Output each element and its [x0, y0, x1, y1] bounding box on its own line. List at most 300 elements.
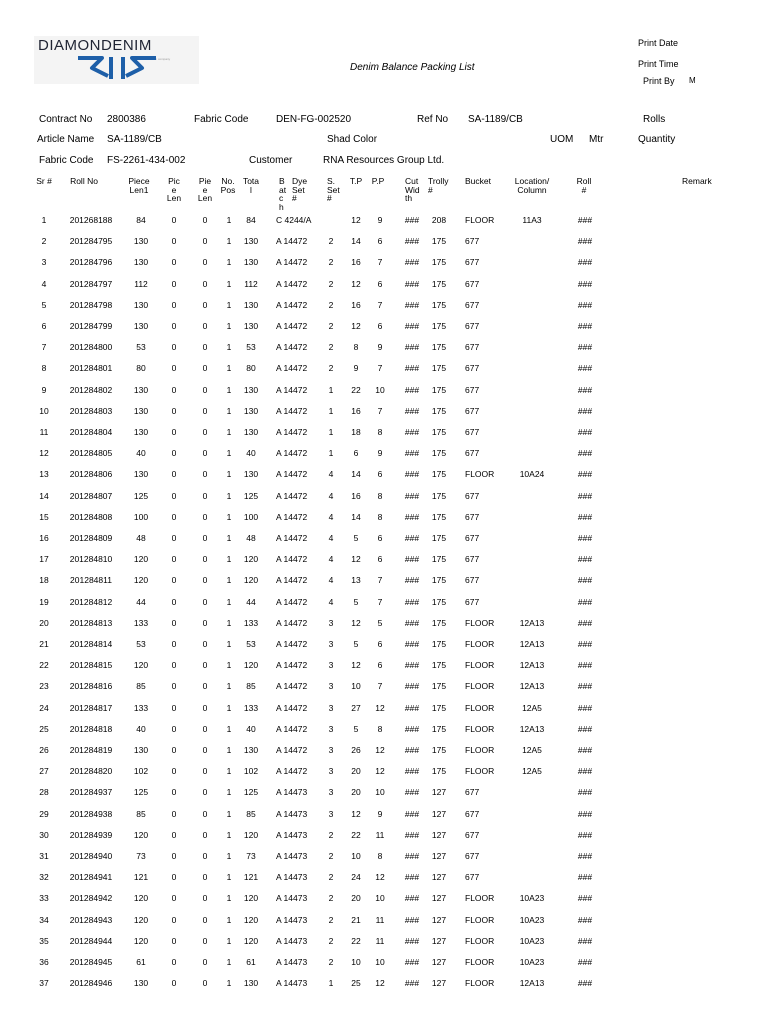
table-cell: ### — [577, 660, 593, 670]
table-cell: 22 — [351, 936, 361, 946]
table-cell: 0 — [171, 618, 177, 628]
table-cell: 201284814 — [69, 639, 113, 649]
table-cell: 1 — [226, 597, 232, 607]
table-cell: ### — [577, 703, 593, 713]
table-cell: 22 — [351, 385, 361, 395]
table-cell: 175 — [431, 618, 447, 628]
table-cell: ### — [404, 512, 420, 522]
table-cell: 12A13 — [519, 660, 545, 670]
table-cell: 0 — [171, 766, 177, 776]
print-by-label: Print By — [643, 76, 675, 86]
table-cell: ### — [577, 597, 593, 607]
table-cell: 0 — [202, 342, 208, 352]
table-cell: 201284809 — [69, 533, 113, 543]
table-cell: FLOOR — [465, 703, 495, 713]
table-cell: 0 — [171, 236, 177, 246]
table-cell: ### — [404, 448, 420, 458]
table-cell: 0 — [202, 893, 208, 903]
table-cell: 12A13 — [519, 639, 545, 649]
table-cell: ### — [577, 978, 593, 988]
table-cell: 12 — [375, 872, 385, 882]
table-cell: A 14473 — [276, 957, 308, 967]
table-cell: 120 — [133, 893, 149, 903]
table-cell: 9 — [377, 448, 383, 458]
rolls-label: Rolls — [643, 114, 666, 125]
table-cell: 201284805 — [69, 448, 113, 458]
table-cell: 2 — [328, 851, 334, 861]
table-cell: FLOOR — [465, 745, 495, 755]
table-cell: 40 — [246, 448, 256, 458]
table-cell: 175 — [431, 512, 447, 522]
table-cell: 677 — [465, 597, 480, 607]
fabric-code-label: Fabric Code — [194, 114, 249, 125]
table-cell: 121 — [133, 872, 149, 882]
table-cell: 10 — [39, 406, 49, 416]
table-cell: 12 — [375, 766, 385, 776]
table-cell: ### — [577, 469, 593, 479]
table-cell: 175 — [431, 300, 447, 310]
table-cell: 127 — [431, 872, 447, 882]
table-cell: ### — [577, 279, 593, 289]
fabric-code2-label: Fabric Code — [39, 155, 94, 166]
table-cell: 4 — [328, 533, 334, 543]
table-cell: ### — [404, 533, 420, 543]
table-cell: ### — [404, 893, 420, 903]
table-cell: 0 — [202, 915, 208, 925]
table-cell: 127 — [431, 893, 447, 903]
table-cell: ### — [577, 787, 593, 797]
table-cell: FLOOR — [465, 978, 495, 988]
table-cell: 175 — [431, 660, 447, 670]
table-cell: 12 — [375, 978, 385, 988]
table-cell: FLOOR — [465, 618, 495, 628]
table-cell: 0 — [202, 554, 208, 564]
table-cell: FLOOR — [465, 660, 495, 670]
table-cell: 0 — [171, 491, 177, 501]
table-cell: ### — [404, 703, 420, 713]
table-cell: 12 — [351, 554, 361, 564]
table-cell: 201284937 — [69, 787, 113, 797]
table-cell: 2 — [328, 342, 334, 352]
table-cell: 201284817 — [69, 703, 113, 713]
table-cell: 1 — [328, 448, 334, 458]
table-cell: ### — [577, 893, 593, 903]
table-cell: 201284815 — [69, 660, 113, 670]
table-cell: ### — [577, 342, 593, 352]
table-cell: 201284944 — [69, 936, 113, 946]
table-cell: 201284801 — [69, 363, 113, 373]
table-cell: 0 — [171, 597, 177, 607]
table-cell: 677 — [465, 279, 480, 289]
table-cell: 130 — [243, 745, 259, 755]
table-cell: 13 — [351, 575, 361, 585]
table-cell: 0 — [171, 363, 177, 373]
table-cell: 120 — [243, 936, 259, 946]
table-cell: 175 — [431, 342, 447, 352]
table-cell: 175 — [431, 681, 447, 691]
table-cell: 84 — [246, 215, 256, 225]
table-cell: 1 — [226, 236, 232, 246]
table-cell: 1 — [226, 279, 232, 289]
table-cell: ### — [577, 745, 593, 755]
customer-label: Customer — [249, 155, 293, 166]
table-cell: 201284803 — [69, 406, 113, 416]
table-cell: 20 — [351, 766, 361, 776]
table-cell: A 14472 — [276, 639, 308, 649]
table-cell: 85 — [136, 681, 146, 691]
table-cell: 102 — [243, 766, 259, 776]
table-cell: 8 — [377, 427, 383, 437]
table-cell: 120 — [133, 936, 149, 946]
table-cell: 4 — [328, 597, 334, 607]
table-cell: 0 — [171, 703, 177, 713]
table-cell: 16 — [351, 300, 361, 310]
table-cell: 201284797 — [69, 279, 113, 289]
table-cell: A 14473 — [276, 978, 308, 988]
table-cell: ### — [577, 554, 593, 564]
table-cell: 2 — [328, 300, 334, 310]
table-cell: 48 — [136, 533, 146, 543]
table-cell: ### — [577, 830, 593, 840]
table-cell: 120 — [243, 554, 259, 564]
table-cell: 12 — [351, 618, 361, 628]
table-cell: 1 — [226, 363, 232, 373]
table-cell: 677 — [465, 512, 480, 522]
table-cell: 16 — [351, 406, 361, 416]
uom-label: UOM — [550, 134, 574, 145]
table-cell: 16 — [351, 491, 361, 501]
table-cell: 48 — [246, 533, 256, 543]
table-cell: A 14472 — [276, 300, 308, 310]
table-cell: 1 — [328, 427, 334, 437]
print-time-label: Print Time — [638, 59, 679, 69]
table-cell: A 14472 — [276, 236, 308, 246]
table-cell: 10A23 — [519, 893, 545, 903]
table-cell: 0 — [171, 385, 177, 395]
table-cell: 1 — [226, 851, 232, 861]
table-cell: 127 — [431, 978, 447, 988]
table-cell: 11 — [39, 427, 49, 437]
table-cell: 12A13 — [519, 618, 545, 628]
column-header: Tota l — [242, 176, 260, 195]
table-cell: 677 — [465, 257, 480, 267]
table-cell: 175 — [431, 575, 447, 585]
table-cell: ### — [404, 321, 420, 331]
table-cell: A 14472 — [276, 618, 308, 628]
table-cell: 201284802 — [69, 385, 113, 395]
column-header: Cut Wid th — [405, 176, 420, 203]
table-cell: 125 — [133, 787, 149, 797]
table-cell: 0 — [171, 321, 177, 331]
logo-tagline: the denim company — [144, 57, 171, 61]
table-cell: ### — [577, 363, 593, 373]
table-cell: 5 — [353, 533, 359, 543]
table-cell: 7 — [377, 300, 383, 310]
table-cell: 1 — [226, 618, 232, 628]
table-cell: 44 — [136, 597, 146, 607]
table-cell: 1 — [226, 703, 232, 713]
table-cell: 0 — [171, 681, 177, 691]
column-header: Sr # — [36, 176, 52, 186]
table-cell: 0 — [202, 957, 208, 967]
table-cell: 29 — [39, 809, 49, 819]
table-cell: FLOOR — [465, 957, 495, 967]
table-cell: 7 — [41, 342, 47, 352]
table-cell: A 14473 — [276, 787, 308, 797]
table-cell: 1 — [226, 491, 232, 501]
column-header: No. Pos — [220, 176, 236, 195]
table-cell: 6 — [377, 321, 383, 331]
table-cell: FLOOR — [465, 469, 495, 479]
table-cell: 18 — [39, 575, 49, 585]
table-cell: 677 — [465, 300, 480, 310]
table-cell: 100 — [243, 512, 259, 522]
table-cell: 1 — [226, 915, 232, 925]
table-cell: 201284820 — [69, 766, 113, 776]
print-date-label: Print Date — [638, 38, 679, 48]
table-cell: 120 — [243, 915, 259, 925]
table-cell: 0 — [171, 512, 177, 522]
table-cell: 677 — [465, 448, 480, 458]
table-cell: 1 — [41, 215, 47, 225]
table-cell: 1 — [328, 406, 334, 416]
table-cell: 4 — [328, 512, 334, 522]
table-cell: 120 — [133, 660, 149, 670]
table-cell: 25 — [351, 978, 361, 988]
table-cell: 7 — [377, 363, 383, 373]
table-cell: 40 — [246, 724, 256, 734]
table-cell: ### — [404, 257, 420, 267]
table-cell: 12A5 — [522, 703, 542, 713]
table-cell: 0 — [202, 321, 208, 331]
customer-value: RNA Resources Group Ltd. — [323, 155, 445, 166]
table-cell: FLOOR — [465, 915, 495, 925]
table-cell: 2 — [328, 893, 334, 903]
table-cell: 10A23 — [519, 936, 545, 946]
table-cell: 5 — [353, 639, 359, 649]
table-cell: ### — [577, 300, 593, 310]
table-cell: 33 — [39, 893, 49, 903]
table-cell: 130 — [243, 257, 259, 267]
table-cell: 61 — [136, 957, 146, 967]
table-cell: ### — [577, 512, 593, 522]
table-cell: 677 — [465, 809, 480, 819]
table-cell: 11 — [375, 915, 385, 925]
column-header: Piece Len1 — [128, 176, 150, 195]
table-cell: 12 — [351, 215, 361, 225]
table-cell: ### — [577, 257, 593, 267]
table-cell: 175 — [431, 448, 447, 458]
table-cell: 208 — [431, 215, 447, 225]
table-cell: 25 — [39, 724, 49, 734]
table-cell: ### — [404, 745, 420, 755]
table-cell: 2 — [328, 236, 334, 246]
table-cell: ### — [577, 618, 593, 628]
table-cell: ### — [404, 724, 420, 734]
diamond-logo-icon — [76, 52, 158, 80]
table-cell: 73 — [246, 851, 256, 861]
table-cell: C 4244/A — [276, 215, 312, 225]
table-cell: 1 — [226, 957, 232, 967]
table-cell: A 14472 — [276, 427, 308, 437]
table-cell: 4 — [328, 554, 334, 564]
table-cell: A 14472 — [276, 469, 308, 479]
table-cell: 0 — [202, 660, 208, 670]
table-cell: 10 — [351, 851, 361, 861]
table-cell: 44 — [246, 597, 256, 607]
table-cell: 1 — [226, 893, 232, 903]
uom-value: Mtr — [589, 134, 604, 145]
table-cell: A 14472 — [276, 512, 308, 522]
table-cell: FLOOR — [465, 766, 495, 776]
table-cell: 201284942 — [69, 893, 113, 903]
table-cell: 5 — [377, 618, 383, 628]
table-cell: 0 — [202, 533, 208, 543]
table-cell: 80 — [246, 363, 256, 373]
article-name-value: SA-1189/CB — [107, 134, 162, 145]
column-header: Location/ Column — [514, 176, 550, 195]
table-cell: 201284941 — [69, 872, 113, 882]
table-cell: 0 — [171, 448, 177, 458]
table-cell: 26 — [39, 745, 49, 755]
table-cell: 0 — [202, 363, 208, 373]
table-cell: 37 — [39, 978, 49, 988]
table-cell: ### — [404, 469, 420, 479]
table-cell: 12 — [351, 321, 361, 331]
table-cell: 1 — [226, 406, 232, 416]
table-cell: 1 — [226, 978, 232, 988]
table-cell: FLOOR — [465, 724, 495, 734]
table-cell: A 14472 — [276, 385, 308, 395]
table-cell: 8 — [377, 851, 383, 861]
table-cell: 1 — [226, 936, 232, 946]
table-cell: 12 — [39, 448, 49, 458]
table-cell: 40 — [136, 448, 146, 458]
table-cell: ### — [577, 385, 593, 395]
table-cell: 24 — [351, 872, 361, 882]
table-cell: 12A13 — [519, 978, 545, 988]
column-header: S. Set # — [327, 176, 340, 203]
table-cell: 3 — [328, 745, 334, 755]
table-cell: 1 — [226, 639, 232, 649]
table-cell: 120 — [133, 830, 149, 840]
table-cell: ### — [404, 597, 420, 607]
article-name-label: Article Name — [37, 134, 95, 145]
table-cell: 201284818 — [69, 724, 113, 734]
table-cell: 1 — [226, 469, 232, 479]
table-cell: ### — [404, 915, 420, 925]
table-cell: 3 — [328, 766, 334, 776]
table-cell: 0 — [202, 681, 208, 691]
table-cell: 677 — [465, 575, 480, 585]
table-cell: 10A24 — [519, 469, 545, 479]
table-cell: 130 — [243, 321, 259, 331]
table-cell: 9 — [377, 809, 383, 819]
table-cell: ### — [404, 554, 420, 564]
table-cell: 6 — [353, 448, 359, 458]
table-cell: 0 — [171, 342, 177, 352]
table-cell: 0 — [171, 724, 177, 734]
table-cell: FLOOR — [465, 639, 495, 649]
table-cell: 0 — [202, 448, 208, 458]
table-cell: 3 — [328, 618, 334, 628]
table-cell: A 14473 — [276, 936, 308, 946]
table-cell: 201284806 — [69, 469, 113, 479]
table-cell: 1 — [226, 681, 232, 691]
table-cell: 2 — [328, 936, 334, 946]
table-cell: ### — [404, 766, 420, 776]
table-cell: 0 — [171, 660, 177, 670]
table-cell: 1 — [226, 257, 232, 267]
table-cell: 6 — [377, 236, 383, 246]
table-cell: 1 — [226, 766, 232, 776]
table-cell: 0 — [202, 279, 208, 289]
table-cell: 130 — [133, 321, 149, 331]
table-cell: 175 — [431, 469, 447, 479]
table-cell: ### — [404, 618, 420, 628]
table-cell: 10A23 — [519, 915, 545, 925]
table-cell: 120 — [243, 893, 259, 903]
table-cell: ### — [577, 936, 593, 946]
table-cell: 0 — [202, 597, 208, 607]
table-cell: 175 — [431, 745, 447, 755]
table-cell: ### — [577, 406, 593, 416]
table-cell: 0 — [202, 851, 208, 861]
table-cell: 677 — [465, 427, 480, 437]
table-cell: ### — [404, 215, 420, 225]
table-cell: 1 — [226, 660, 232, 670]
table-cell: 8 — [353, 342, 359, 352]
table-cell: A 14472 — [276, 745, 308, 755]
table-cell: ### — [577, 491, 593, 501]
table-cell: 53 — [136, 342, 146, 352]
table-cell: 14 — [351, 236, 361, 246]
table-cell: 0 — [171, 830, 177, 840]
table-cell: 3 — [328, 681, 334, 691]
table-cell: A 14473 — [276, 872, 308, 882]
table-cell: 16 — [351, 257, 361, 267]
table-cell: 10 — [351, 681, 361, 691]
column-header: Pic e Len — [166, 176, 182, 203]
table-cell: A 14472 — [276, 660, 308, 670]
table-cell: 130 — [243, 300, 259, 310]
document-title: Denim Balance Packing List — [350, 62, 475, 73]
table-cell: 0 — [171, 851, 177, 861]
table-cell: 175 — [431, 597, 447, 607]
table-cell: A 14473 — [276, 830, 308, 840]
column-header: T.P — [349, 176, 363, 186]
table-cell: 201284804 — [69, 427, 113, 437]
table-cell: A 14472 — [276, 766, 308, 776]
table-cell: A 14472 — [276, 406, 308, 416]
table-cell: 0 — [171, 533, 177, 543]
table-cell: 677 — [465, 385, 480, 395]
table-cell: 175 — [431, 533, 447, 543]
table-cell: A 14472 — [276, 257, 308, 267]
table-cell: 12A5 — [522, 766, 542, 776]
print-by-value: M — [689, 76, 696, 85]
table-cell: 201284943 — [69, 915, 113, 925]
table-cell: 3 — [41, 257, 47, 267]
table-cell: 130 — [133, 300, 149, 310]
table-cell: 28 — [39, 787, 49, 797]
table-cell: 1 — [226, 512, 232, 522]
table-cell: A 14472 — [276, 597, 308, 607]
table-cell: ### — [577, 215, 593, 225]
table-cell: 175 — [431, 766, 447, 776]
table-cell: 14 — [351, 512, 361, 522]
table-cell: 7 — [377, 597, 383, 607]
